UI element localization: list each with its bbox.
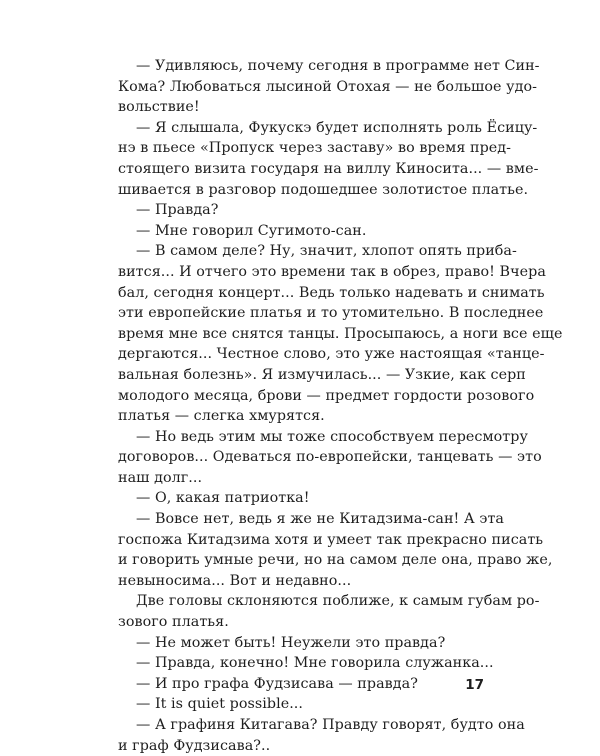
text-line: стоящего визита государя на виллу Киносита... — вме- [118,160,539,177]
text-line: нэ в пьесе «Пропуск через заставу» во время пред- [118,140,512,157]
text-line: молодого месяца, брови — предмет гордости розового [118,387,535,404]
text-line: бал, сегодня концерт... Ведь только надевать и снимать [118,284,545,301]
page-number: 17 [465,677,484,693]
text-line: невыносима... Вот и недавно... [118,572,352,589]
text-line: наш долг... [118,469,203,486]
text-line: — О, какая патриотка! [136,490,310,507]
text-line: — Правда? [136,202,219,219]
text-line: Кома? Любоваться лысиной Отохая — не большое удо- [118,78,538,95]
text-line: — Правда, конечно! Мне говорила служанка... [136,655,494,672]
text-line: — Мне говорил Сугимото-сан. [136,222,367,239]
text-line: эти европейские платья и то утомительно. В последнее [118,305,544,322]
text-line: — Вовсе нет, ведь я же не Китадзима-сан! А эта [136,511,504,528]
text-line: — И про графа Фудзисава — правда? [136,675,418,692]
text-line: дергаются... Честное слово, это уже настоящая «танце- [118,346,545,363]
text-line: зового платья. [118,614,229,631]
text-line: время мне все снятся танцы. Просыпаюсь, а ноги все еще [118,325,563,342]
text-line: — В самом деле? Ну, значит, хлопот опять приба- [136,243,517,260]
text-line: Две головы склоняются поближе, к самым губам ро- [136,593,540,610]
text-line: — Удивляюсь, почему сегодня в программе нет Син- [136,58,540,74]
text-line: шивается в разговор подошедшее золотистое платье. [118,181,529,198]
text-line: — А графиня Китагава? Правду говорят, будто она [136,717,525,733]
text-line: — Но ведь этим мы тоже способствуем пересмотру [136,428,528,445]
text-line: и говорить умные речи, но на самом деле она, право же, [118,552,553,569]
text-line: договоров... Одеваться по-европейски, танцевать — это [118,449,542,466]
text-line: вится... И отчего это времени так в обрез, право! Вчера [118,263,546,280]
text-line: вольствие! [118,99,200,116]
text-line: и граф Фудзисава?.. [118,737,271,754]
body-text [118,56,563,756]
text-line: госпожа Китадзима хотя и умеет так прекрасно писать [118,531,544,548]
text-line: — Я слышала, Фукускэ будет исполнять роль Ёсицу- [136,119,538,136]
text-line: платья — слегка хмурятся. [118,408,325,425]
text-line: — Не может быть! Неужели это правда? [136,634,446,651]
text-line: вальная болезнь». Я измучилась... — Узкие, как серп [118,366,526,383]
text-line: — It is quiet possible... [136,696,303,713]
